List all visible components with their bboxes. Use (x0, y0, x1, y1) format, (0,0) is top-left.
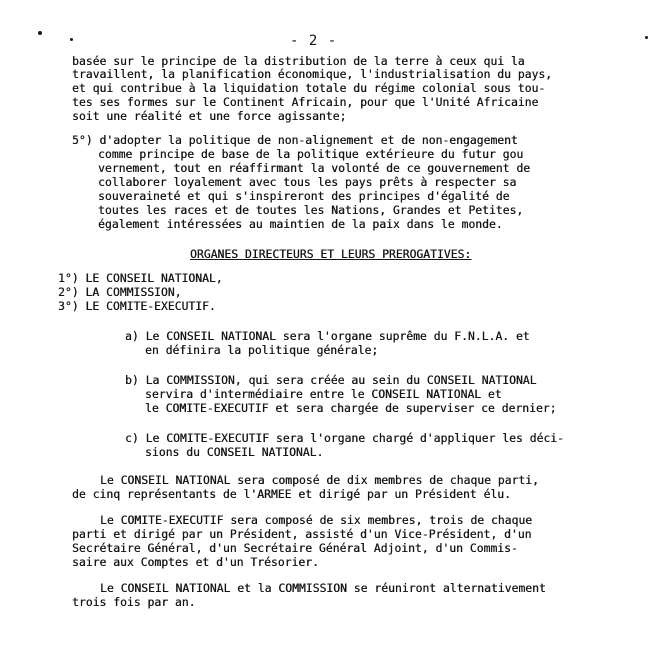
paragraph-line: de cinq représentants de l'ARMEE et dirigé par un Président élu. (72, 487, 511, 501)
scan-speck (38, 31, 42, 35)
scan-speck (70, 38, 73, 41)
page-number: - 2 - (290, 33, 338, 49)
prerogative-item: en définira la politique générale; (145, 343, 379, 357)
paragraph-line: 5°) d'adopter la politique de non-alignement et de non-engagement (72, 133, 518, 147)
paragraph-line: Secrétaire Général, d'un Secrétaire Général Adjoint, d'un Commis- (72, 541, 518, 555)
paragraph-line: Le COMITE-EXECUTIF sera composé de six membres, trois de chaque (100, 513, 533, 527)
paragraph-line: comme principe de base de la politique extérieure du futur gou (98, 147, 524, 161)
paragraph-line: Le CONSEIL NATIONAL et la COMMISSION se réuniront alternativement (100, 581, 546, 595)
prerogative-item: le COMITE-EXECUTIF et sera chargée de superviser ce dernier; (145, 401, 557, 415)
paragraph-line: toutes les races et de toutes les Nations, Grandes et Petites, (98, 203, 524, 217)
paragraph-line: souveraineté et qui s'inspireront des principes d'égalité de (98, 189, 510, 203)
paragraph-line: travaillent, la planification économique, l'industrialisation du pays, (72, 67, 553, 81)
prerogative-item: sions du CONSEIL NATIONAL. (145, 445, 324, 459)
paragraph-line: saire aux Comptes et d'un Trésorier. (72, 555, 319, 569)
paragraph-line: également intéressées au maintien de la paix dans le monde. (98, 217, 503, 231)
organ-list-item: 1°) LE CONSEIL NATIONAL, (58, 271, 223, 285)
paragraph-line: et qui contribue à la liquidation totale du régime colonial sous tou- (72, 81, 546, 95)
paragraph-line: parti et dirigé par un Président, assisté d'un Vice-Président, d'un (72, 527, 532, 541)
paragraph-line: basée sur le principe de la distribution de la terre à ceux qui la (72, 54, 525, 68)
prerogative-item: b) La COMMISSION, qui sera créée au sein du CONSEIL NATIONAL (125, 373, 537, 387)
paragraph-line: tes ses formes sur le Continent Africain, pour que l'Unité Africaine (72, 95, 539, 109)
prerogative-item: servira d'intermédiaire entre le CONSEIL NATIONAL et (145, 387, 502, 401)
organ-list-item: 3°) LE COMITE-EXECUTIF. (58, 299, 216, 313)
prerogative-item: c) Le COMITE-EXECUTIF sera l'organe chargé d'appliquer les déci- (125, 431, 564, 445)
paragraph-line: vernement, tout en réaffirmant la volonté de ce gouvernement de (98, 161, 531, 175)
paragraph-line: Le CONSEIL NATIONAL sera composé de dix membres de chaque parti, (100, 473, 539, 487)
organ-list-item: 2°) LA COMMISSION, (58, 285, 182, 299)
paragraph-line: trois fois par an. (72, 595, 196, 609)
prerogative-item: a) Le CONSEIL NATIONAL sera l'organe suprême du F.N.L.A. et (125, 329, 530, 343)
paragraph-line: collaborer loyalement avec tous les pays prêts à respecter sa (98, 175, 517, 189)
section-heading: ORGANES DIRECTEURS ET LEURS PREROGATIVES: (190, 247, 472, 261)
scan-speck (645, 36, 648, 39)
paragraph-line: soit une réalité et une force agissante; (72, 109, 347, 123)
